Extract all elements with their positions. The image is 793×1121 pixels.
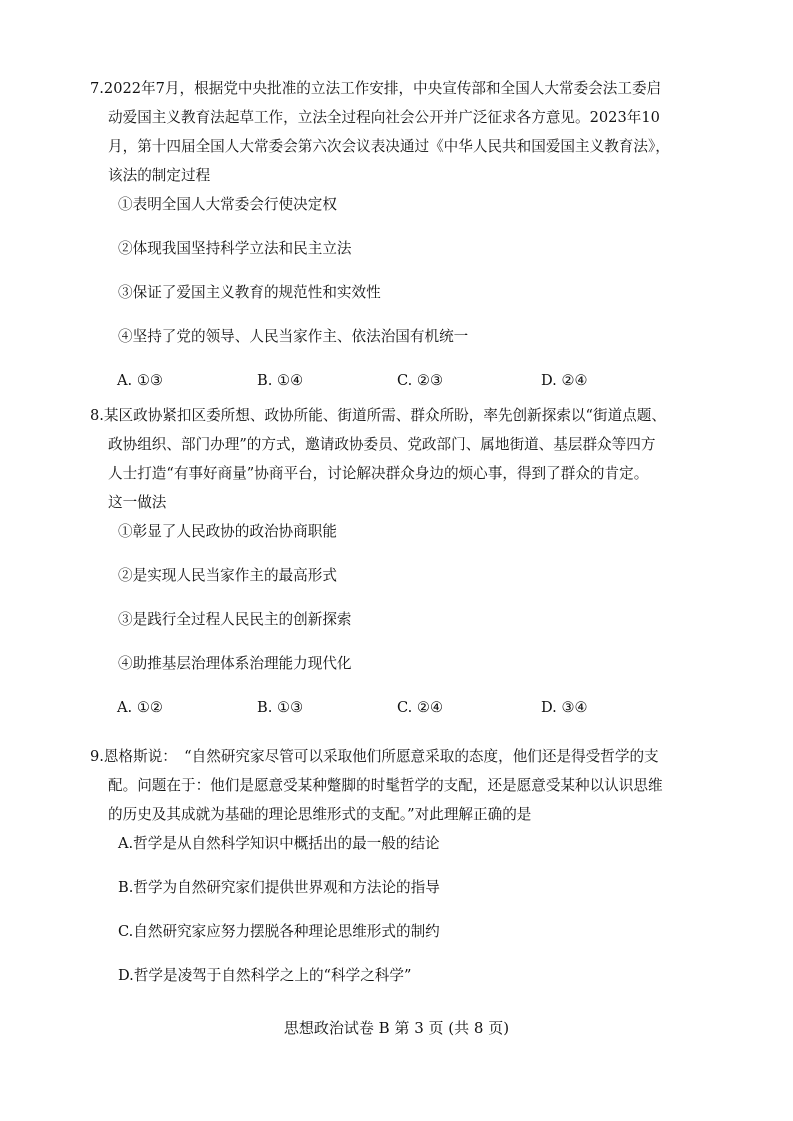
- question-7-option-1: ①表明全国人大常委会行使决定权: [118, 196, 337, 213]
- question-7-stem-line: 7.2022年7月，根据党中央批准的立法工作安排，中央宣传部和全国人大常委会法工委启: [90, 80, 662, 97]
- question-7-choices: [90, 359, 720, 403]
- choice-a: A. ①②: [117, 699, 163, 716]
- question-9-option-c: C.自然研究家应努力摆脱各种理论思维形式的制约: [118, 923, 440, 940]
- choice-b: B. ①③: [257, 699, 304, 716]
- question-9-stem-line: 配。问题在于：他们是愿意受某种蹩脚的时髦哲学的支配，还是愿意受某种以认识思维: [108, 777, 663, 794]
- question-9: [90, 742, 720, 998]
- question-8-stem-line: 人士打造“有事好商量”协商平台，讨论解决群众身边的烦心事，得到了群众的肯定。: [108, 465, 649, 482]
- choice-d: D. ②④: [541, 372, 588, 389]
- question-7-option-2: ②体现我国坚持科学立法和民主立法: [118, 240, 352, 257]
- question-8-stem-line: 8.某区政协紧扣区委所想、政协所能、街道所需、群众所盼，率先创新探索以“街道点题、: [90, 407, 666, 424]
- question-8-option-4: ④助推基层治理体系治理能力现代化: [118, 655, 352, 672]
- question-7-option-4: ④坚持了党的领导、人民当家作主、依法治国有机统一: [118, 328, 469, 345]
- question-7-stem-line: 月，第十四届全国人大常委会第六次会议表决通过《中华人民共和国爱国主义教育法》，: [108, 138, 670, 155]
- choice-d: D. ③④: [541, 699, 588, 716]
- question-7-stem-line: 该法的制定过程: [108, 167, 211, 184]
- question-9-option-a: A.哲学是从自然科学知识中概括出的最一般的结论: [118, 835, 440, 852]
- question-7: [90, 74, 720, 403]
- question-9-option-b: B.哲学为自然研究家们提供世界观和方法论的指导: [118, 879, 440, 896]
- question-8-option-3: ③是践行全过程人民民主的创新探索: [118, 611, 352, 628]
- choice-c: C. ②④: [397, 699, 444, 716]
- page-footer: 思想政治试卷 B 第 3 页 (共 8 页): [283, 1019, 510, 1037]
- question-8-option-2: ②是实现人民当家作主的最高形式: [118, 567, 337, 584]
- question-9-stem-line: 的历史及其成就为基础的理论思维形式的支配。”对此理解正确的是: [108, 806, 532, 823]
- question-8-stem-line: 政协组织、部门办理”的方式，邀请政协委员、党政部门、属地街道、基层群众等四方: [108, 436, 656, 453]
- question-8-option-1: ①彰显了人民政协的政治协商职能: [118, 523, 337, 540]
- question-8: [90, 401, 720, 730]
- question-9-stem-line: 9.恩格斯说： “自然研究家尽管可以采取他们所愿意采取的态度，他们还是得受哲学的支: [90, 748, 659, 765]
- choice-c: C. ②③: [397, 372, 444, 389]
- question-7-option-3: ③保证了爱国主义教育的规范性和实效性: [118, 284, 381, 301]
- question-9-option-d: D.哲学是凌驾于自然科学之上的“科学之科学”: [118, 967, 412, 984]
- question-8-choices: [90, 686, 720, 730]
- choice-b: B. ①④: [257, 372, 304, 389]
- question-8-stem-line: 这一做法: [108, 494, 167, 511]
- choice-a: A. ①③: [117, 372, 163, 389]
- question-7-stem-line: 动爱国主义教育法起草工作，立法全过程向社会公开并广泛征求各方意见。2023年10: [108, 109, 660, 126]
